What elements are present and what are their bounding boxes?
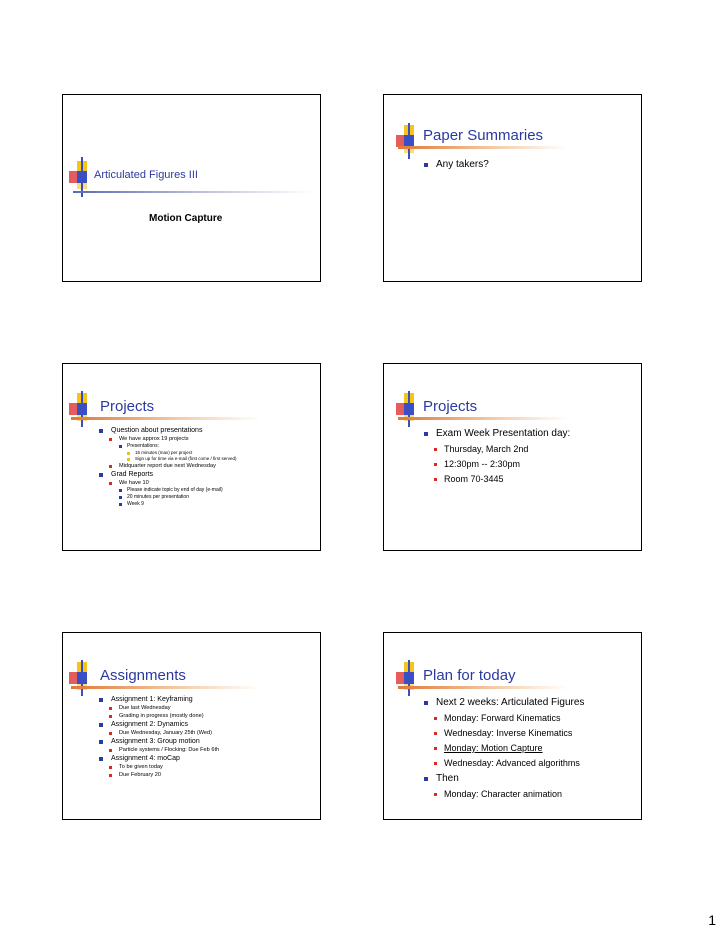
- bullet-level-1: Then: [424, 771, 584, 787]
- bullet-level-2: Due February 20: [109, 771, 219, 779]
- bullet-level-2: Due Wednesday, January 25th (Wed): [109, 729, 219, 737]
- bullet-level-2: To be given today: [109, 763, 219, 771]
- bullet-level-1: Next 2 weeks: Articulated Figures: [424, 695, 584, 711]
- slide-accent-line: [408, 391, 410, 427]
- title-underline: [398, 146, 568, 149]
- bullet-level-1: Exam Week Presentation day:: [424, 426, 570, 442]
- slide-1: [62, 94, 321, 282]
- slide-accent-line: [408, 123, 410, 159]
- bullet-level-2: Due last Wednesday: [109, 704, 219, 712]
- bullet-level-1: Question about presentations: [99, 426, 237, 435]
- slide-title: Plan for today: [423, 667, 516, 684]
- slide-title: Articulated Figures III: [94, 169, 198, 181]
- title-underline: [73, 191, 313, 193]
- bullet-level-2: We have approx 19 projects: [109, 435, 237, 443]
- slide-title: Assignments: [100, 667, 186, 684]
- title-underline: [398, 686, 568, 689]
- bullet-level-1: Assignment 1: Keyframing: [99, 695, 219, 704]
- slide-accent-line: [81, 391, 83, 427]
- bullet-level-4: Sign up for time via e-mail (first come / first served): [127, 456, 237, 462]
- bullet-level-2: Particle systems / Flocking: Due Feb 6th: [109, 746, 219, 754]
- bullet-level-2: Grading in progress (mostly done): [109, 712, 219, 720]
- slide-accent-line: [81, 660, 83, 696]
- slide-title: Projects: [423, 398, 478, 415]
- slide-body: [99, 695, 219, 779]
- bullet-level-2: Wednesday: Inverse Kinematics: [434, 726, 584, 741]
- bullet-level-2: Wednesday: Advanced algorithms: [434, 756, 584, 771]
- bullet-level-2: Thursday, March 2nd: [434, 442, 570, 457]
- bullet-level-3: Presentations:: [119, 443, 237, 450]
- slide-body: [424, 157, 489, 173]
- slide-accent-line: [408, 660, 410, 696]
- title-underline: [71, 417, 261, 420]
- bullet-level-2: Room 70-3445: [434, 472, 570, 487]
- slide-subtitle: Motion Capture: [149, 213, 223, 224]
- title-underline: [398, 417, 568, 420]
- slide-2: [383, 94, 642, 282]
- bullet-level-3: Please indicate topic by end of day (e-mail): [119, 487, 237, 494]
- slide-title: Projects: [100, 398, 155, 415]
- slide-5: [62, 632, 321, 820]
- bullet-level-1: Assignment 3: Group motion: [99, 737, 219, 746]
- bullet-level-1: Assignment 2: Dynamics: [99, 720, 219, 729]
- slide-3: [62, 363, 321, 551]
- slide-body: [424, 426, 570, 487]
- title-underline: [71, 686, 261, 689]
- bullet-level-1: Assignment 4: moCap: [99, 754, 219, 763]
- bullet-level-3: Week 9: [119, 501, 237, 508]
- bullet-level-2: Monday: Motion Capture: [434, 741, 584, 756]
- bullet-level-2: We have 10: [109, 479, 237, 487]
- bullet-level-4: 15 minutes (max) per project: [127, 450, 237, 456]
- slide-6: [383, 632, 642, 820]
- slide-4: [383, 363, 642, 551]
- page-number: 1: [708, 912, 716, 928]
- bullet: Any takers?: [424, 157, 489, 173]
- bullet-level-3: 20 minutes per presentation: [119, 494, 237, 501]
- slide-body: [424, 695, 584, 802]
- bullet-level-1: Grad Reports: [99, 470, 237, 479]
- bullet-level-2: Monday: Forward Kinematics: [434, 711, 584, 726]
- bullet-level-2: Midquarter report due next Wednesday: [109, 462, 237, 470]
- bullet-level-2: 12:30pm -- 2:30pm: [434, 457, 570, 472]
- bullet-level-2: Monday: Character animation: [434, 787, 584, 802]
- slide-title: Paper Summaries: [423, 127, 544, 144]
- slide-body: [99, 426, 237, 508]
